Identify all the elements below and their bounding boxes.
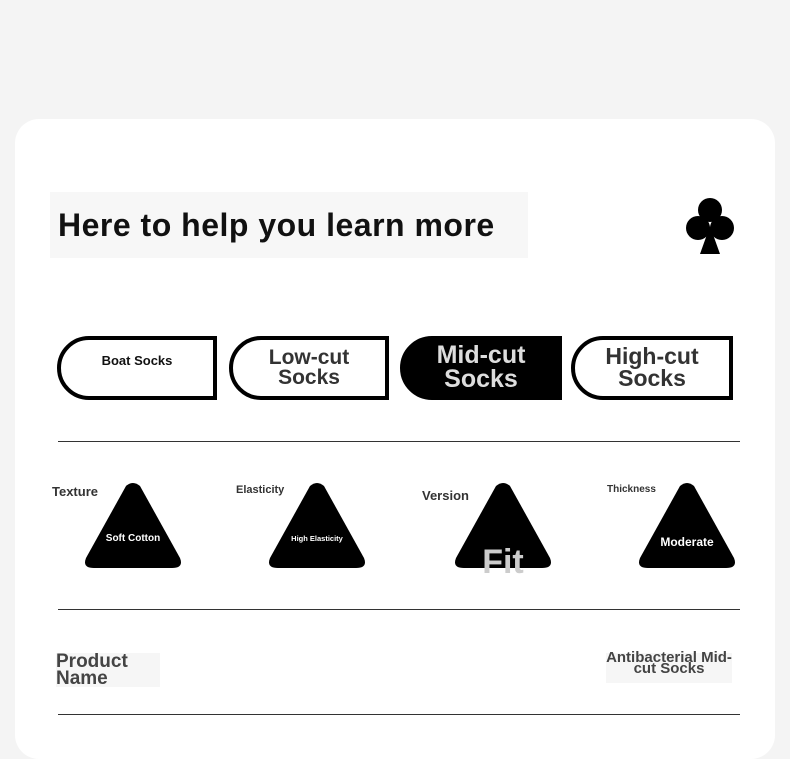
tab-label: Boat Socks	[101, 352, 173, 368]
triangle-badge	[84, 482, 182, 569]
property-value: Soft Cotton	[105, 533, 161, 544]
tab-mid-cut-socks[interactable]	[400, 336, 562, 400]
property-label: Elasticity	[236, 484, 285, 496]
divider	[58, 609, 740, 610]
divider	[58, 441, 740, 442]
property-value: Fit	[482, 543, 524, 581]
product-name-label: Product Name	[56, 653, 160, 687]
page-title: Here to help you learn more	[50, 192, 528, 258]
tab-high-cut-socks[interactable]	[571, 336, 733, 400]
tab-label: Mid-cut Socks	[436, 341, 526, 393]
property-label: Texture	[52, 484, 98, 499]
triangle-badge	[638, 482, 736, 569]
property-label: Thickness	[607, 484, 656, 495]
product-name-value: Antibacterial Mid-cut Socks	[606, 653, 732, 683]
triangle-badge	[268, 482, 366, 569]
property-value: High Elasticity	[291, 534, 343, 543]
divider	[58, 714, 740, 715]
property-label: Version	[422, 488, 469, 503]
tab-boat-socks[interactable]	[57, 336, 217, 400]
tab-label: Low-cut Socks	[268, 346, 350, 389]
property-value: Moderate	[660, 535, 714, 549]
tab-low-cut-socks[interactable]	[229, 336, 389, 400]
club-icon	[686, 196, 734, 256]
tab-label: High-cut Socks	[605, 343, 699, 391]
